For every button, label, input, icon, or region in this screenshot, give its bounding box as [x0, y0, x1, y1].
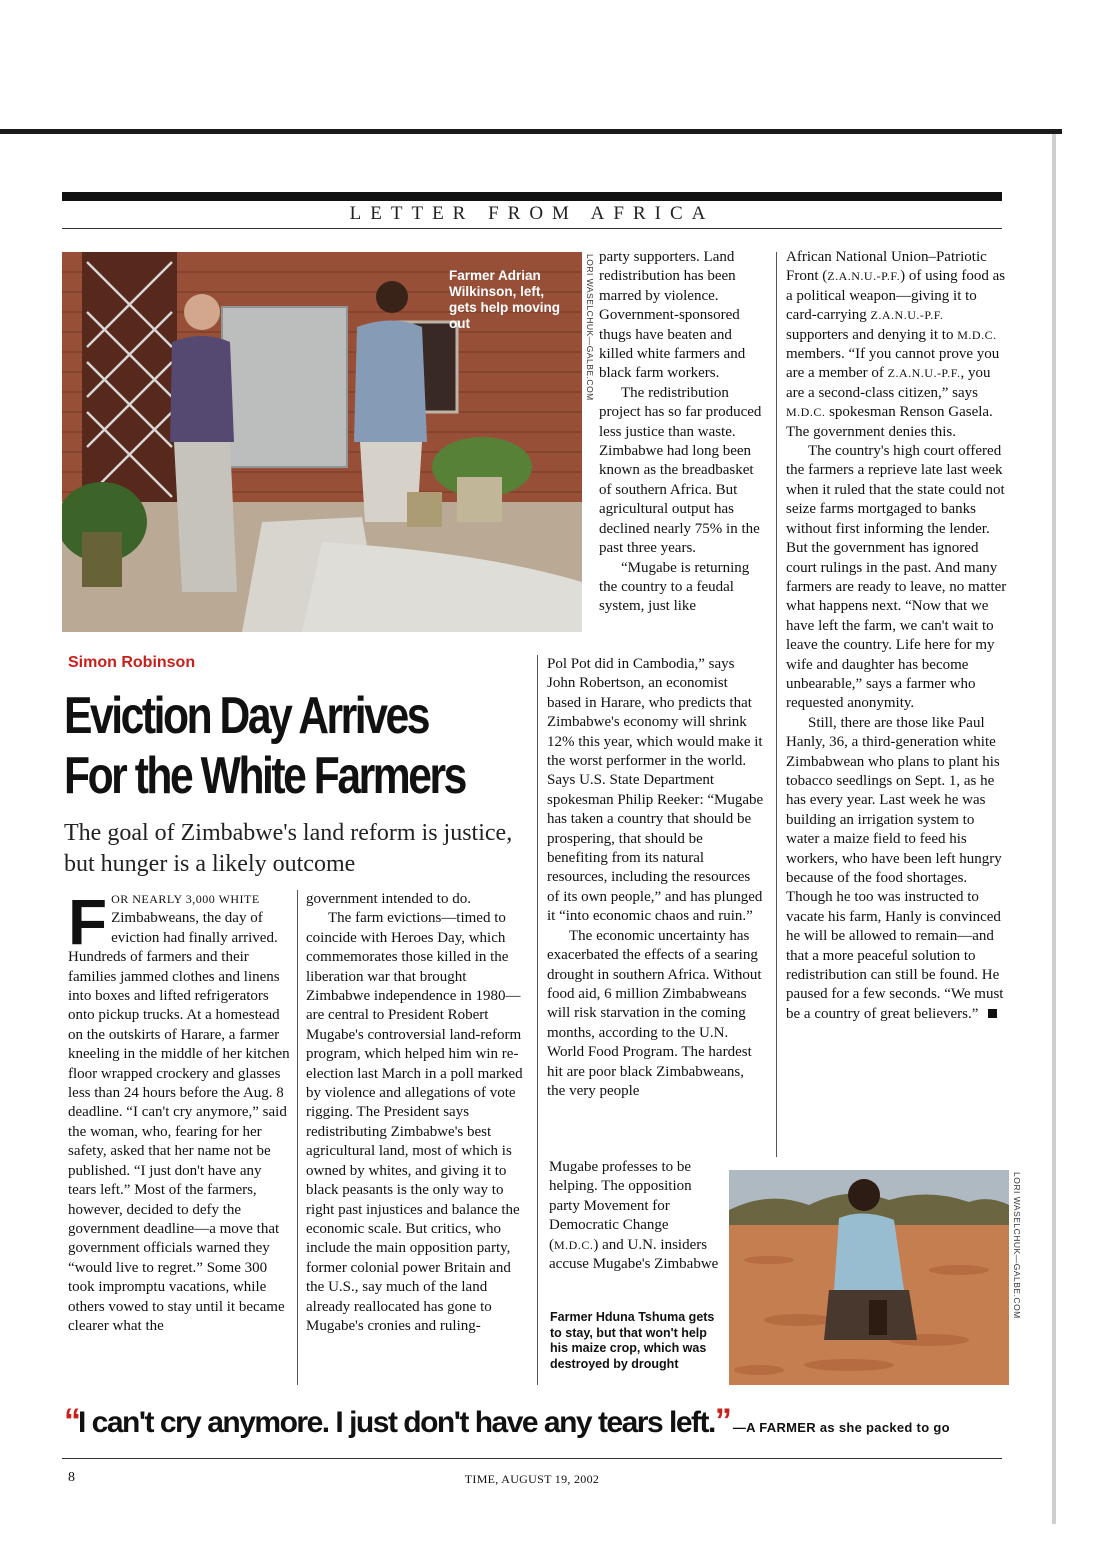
drop-cap: F — [68, 886, 108, 958]
article-column-1 — [68, 886, 290, 1336]
smallcaps: M.D.C. — [957, 327, 997, 342]
pull-quote-open-mark: “ — [64, 1402, 78, 1440]
byline: Simon Robinson — [68, 654, 196, 671]
headline-line-2: For the White Farmers — [64, 747, 465, 805]
end-mark-icon — [988, 1009, 997, 1018]
header-rule — [62, 228, 1002, 229]
paragraph: party supporters. Land redistribution has been marred by violence. Government-sponsored thugs have beaten and killed white farmers and black farm workers. — [599, 249, 746, 382]
column-rule — [297, 890, 298, 1385]
text-run: supporters and denying it to — [786, 326, 958, 343]
photo-illustration — [729, 1170, 1009, 1385]
article-column-3-bottom — [549, 1158, 719, 1274]
photo-caption: Farmer Hduna Tshuma gets to stay, but that won't help his maize crop, which was destroyed by drought — [550, 1310, 715, 1371]
article-column-3-top — [599, 248, 764, 617]
photo-farmer-in-field — [729, 1170, 1009, 1385]
pull-quote-text: I can't cry anymore. I just don't have any tears left. — [78, 1406, 715, 1439]
text-run: ) of using food as a political weapon—giving it to card-carrying — [786, 268, 1006, 324]
paragraph: “Mugabe is returning the country to a feudal system, just like — [599, 559, 750, 615]
photo-caption: Farmer Adrian Wilkinson, left, gets help moving out — [449, 268, 561, 331]
text-run: Mugabe professes to be helping. The opposition party Movement for Democratic Change ( — [549, 1159, 692, 1253]
smallcaps: Z.A.N.U.-P.F. — [870, 308, 944, 323]
column-rule — [537, 655, 538, 1385]
photo-credit: LORI WASELCHUK—GALBE.COM — [585, 254, 595, 401]
page-edge — [1052, 134, 1056, 1524]
publication-footer: TIME, AUGUST 19, 2002 — [464, 1472, 600, 1486]
smallcaps: M.D.C. — [554, 1237, 594, 1252]
headline — [64, 686, 465, 806]
paragraph: Zimbabweans, the day of eviction had finally arrived. Hundreds of farmers and their families jammed clothes and linens into boxes and lifted refrigerators onto pickup trucks. At a homestead on the outskirts of Harare, a farmer kneeling in the middle of her kitchen floor wrapped crockery and glasses less than 24 hours before the Aug. 8 deadline. “I can't cry anymore,” said the woman, who, fearing for her safety, asked that her name not be published. “I just don't have any tears left.” Most of the farmers, however, decided to defy the government deadline—a move that government officials warned they “would live to regret.” Some 300 took impromptu vacations, while others vowed to stay until it became clearer what the — [68, 910, 290, 1334]
pull-quote-attribution: —A FARMER as she packed to go — [732, 1420, 950, 1435]
text-run: ) and U.N. insiders accuse Mugabe's Zimbabwe — [549, 1236, 719, 1273]
smallcaps: Z.A.N.U.-P.F. — [827, 269, 901, 284]
column-rule — [776, 252, 777, 1157]
article-column-3-middle — [547, 655, 765, 1101]
text-run: spokesman Renson Gasela. The government denies this. — [786, 404, 993, 440]
top-rule — [0, 129, 1062, 134]
paragraph: The economic uncertainty has exacerbated the effects of a searing drought in southern Africa. Without food aid, 6 million Zimbabweans will risk starvation in the coming months, according to the U.N. World Food Program. The hardest hit are poor black Zimbabweans, the very people — [547, 927, 762, 1099]
header-bar — [62, 192, 1002, 201]
section-header: LETTER FROM AFRICA — [349, 203, 715, 224]
paragraph: Pol Pot did in Cambodia,” says John Robertson, an economist based in Harare, who predicts that Zimbabwe's economy will shrink 12% this year, which would make it the worst performer in the world. Says U.S. State Department spokesman Philip Reeker: “Mugabe has taken a country that should be prospering, that should be benefiting from its natural resources, including the resources of its own people,” and has plunged it “into economic chaos and ruin.” — [547, 656, 764, 925]
smallcaps: M.D.C. — [786, 405, 826, 420]
text-run: members. “If you cannot prove you are a member of — [786, 346, 1000, 382]
headline-line-1: Eviction Day Arrives — [64, 687, 428, 745]
article-column-2 — [306, 890, 528, 1336]
paragraph: government intended to do. — [306, 891, 471, 907]
page-number: 8 — [68, 1470, 75, 1485]
paragraph: Still, there are those like Paul Hanly, 36, a third-generation white Zimbabwean who plans to plant his tobacco seedlings on Sept. 1, as he has every year. Last week he was building an irrigation system to water a maize field to feed his workers, who have been left hungry because of the food shortages. Though he too was instructed to vacate his farm, Hanly is convinced he will be allowed to remain—and that a more peaceful solution to redistribution can still be found. He paused for a few seconds. “We must be a country of great believers.” — [786, 714, 1004, 1022]
text-run: , you are a second-class citizen,” says — [786, 365, 991, 401]
pull-quote — [64, 1402, 950, 1441]
photo-credit: LORI WASELCHUK—GALBE.COM — [1012, 1172, 1022, 1319]
paragraph: The redistribution project has so far produced less justice than waste. Zimbabwe had long been known as the breadbasket of southern Africa. But agricultural output has declined nearly 75% in the past three years. — [599, 384, 762, 557]
paragraph: The farm evictions—timed to coincide with Heroes Day, which commemorates those killed in the liberation war that brought Zimbabwe independence in 1980—are central to President Robert Mugabe's controversial land-reform program, which helped him win re-election last March in a poll marked by violence and allegations of vote rigging. The President says redistributing Zimbabwe's best agricultural land, most of which is owned by whites, and giving it to black peasants is the only way to right past injustices and balance the economic scale. But critics, who include the main opposition party, former colonial power Britain and the U.S., say much of the land already reallocated has gone to Mugabe's cronies and ruling- — [306, 910, 523, 1334]
smallcaps: Z.A.N.U.-P.F. — [887, 366, 961, 381]
article-column-4 — [786, 248, 1008, 1024]
deck: The goal of Zimbabwe's land reform is justice, but hunger is a likely outcome — [64, 820, 513, 877]
lead-smallcaps: OR NEARLY 3,000 WHITE — [111, 892, 260, 906]
pull-quote-close-mark: ” — [714, 1402, 729, 1440]
paragraph: The country's high court offered the farmers a reprieve late last week when it ruled that the state could not seize farms mortgaged to banks without first informing the lender. But the government has ignored court rulings in the past. And many farmers are ready to leave, no matter what happens next. “Now that we have left the farm, we can't wait to leave the country. Life here for my wife and daughter has become unbearable,” says a farmer who requested anonymity. — [786, 443, 1007, 712]
text-run: African National Union–Patriotic Front ( — [786, 249, 987, 285]
footer-rule — [62, 1458, 1002, 1459]
